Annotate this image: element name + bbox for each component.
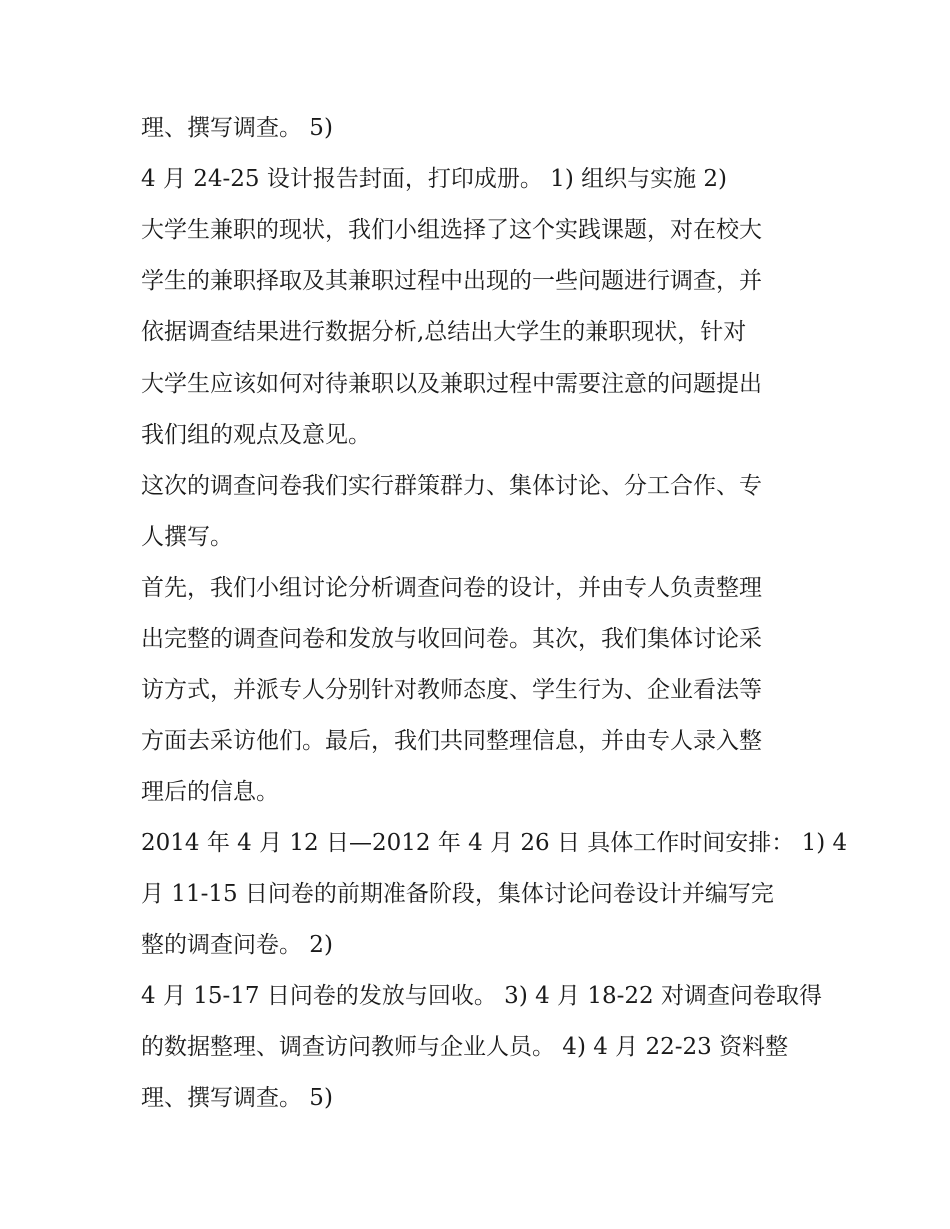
text-line: 理后的信息。	[141, 779, 279, 805]
text-line: 大学生兼职的现状，我们小组选择了这个实践课题，对在校大	[141, 217, 762, 243]
text-line: 4 月 15-17 日问卷的发放与回收。 3) 4 月 18-22 对调查问卷取得	[141, 983, 822, 1009]
text-line: 访方式，并派专人分别针对教师态度、学生行为、企业看法等	[141, 677, 762, 703]
text-line: 理、撰写调查。 5)	[141, 115, 333, 141]
text-line: 月 11-15 日问卷的前期准备阶段，集体讨论问卷设计并编写完	[141, 881, 774, 907]
text-line: 理、撰写调查。 5)	[141, 1085, 333, 1111]
text-line: 出完整的调查问卷和发放与收回问卷。其次，我们集体讨论采	[141, 626, 762, 652]
text-line: 首先，我们小组讨论分析调查问卷的设计，并由专人负责整理	[141, 575, 762, 601]
text-line: 依据调查结果进行数据分析,总结出大学生的兼职现状，针对	[141, 319, 747, 345]
text-line: 的数据整理、调查访问教师与企业人员。 4) 4 月 22-23 资料整	[141, 1034, 789, 1060]
text-line: 这次的调查问卷我们实行群策群力、集体讨论、分工合作、专	[141, 473, 762, 499]
text-line: 4 月 24-25 设计报告封面，打印成册。 1) 组织与实施 2)	[141, 166, 728, 192]
text-line: 学生的兼职择取及其兼职过程中出现的一些问题进行调查，并	[141, 268, 762, 294]
text-line: 人撰写。	[141, 524, 233, 550]
text-line: 大学生应该如何对待兼职以及兼职过程中需要注意的问题提出	[141, 371, 762, 397]
text-line: 整的调查问卷。 2)	[141, 932, 333, 958]
text-line: 我们组的观点及意见。	[141, 422, 371, 448]
text-line: 2014 年 4 月 12 日—2012 年 4 月 26 日 具体工作时间安排： 1) 4	[141, 830, 848, 856]
text-line: 方面去采访他们。最后，我们共同整理信息，并由专人录入整	[141, 728, 762, 754]
